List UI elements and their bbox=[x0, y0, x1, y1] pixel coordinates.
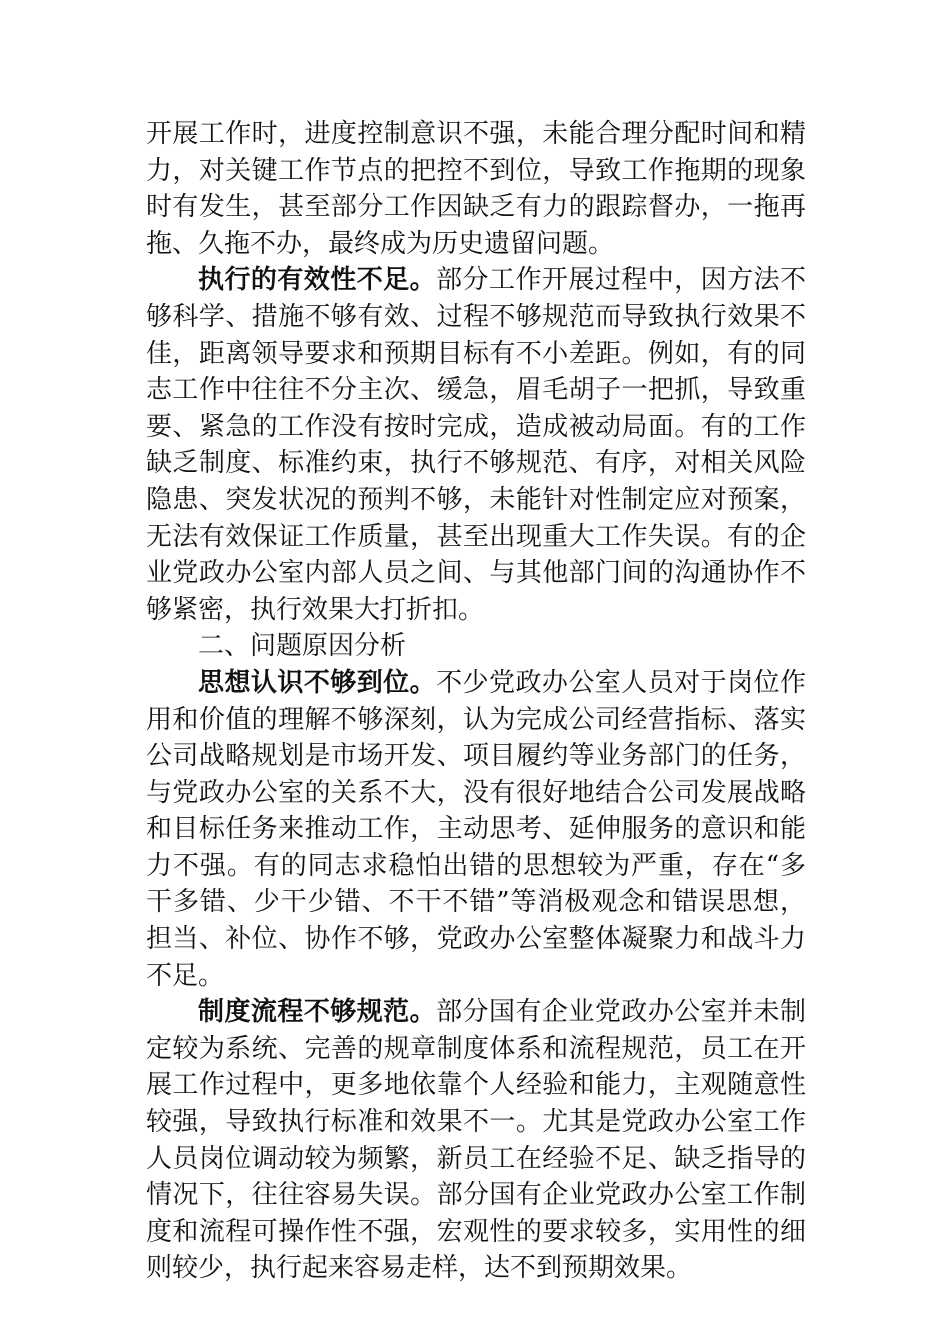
paragraph-institutional-process bbox=[146, 994, 806, 1287]
paragraph-lead: 制度流程不够规范。 bbox=[198, 997, 437, 1028]
section-heading: 二、问题原因分析 bbox=[198, 631, 407, 662]
paragraph-execution-effectiveness bbox=[146, 262, 806, 628]
paragraph-text: 部分国有企业党政办公室并未制定较为系统、完善的规章制度体系和流程规范，员工在开展工作过程中，更多地依靠个人经验和能力，主观随意性较强，导致执行标准和效果不一。尤其是党政办公室工作人员岗位调动较为频繁，新员工在经验不足、缺乏指导的情况下，往往容易失误。部分国有企业党政办公室工作制度和流程可操作性不强，宏观性的要求较多，实用性的细则较少，执行起来容易走样，达不到预期效果。 bbox=[146, 997, 806, 1284]
document-body bbox=[146, 116, 806, 1287]
paragraph-lead: 思想认识不够到位。 bbox=[198, 667, 437, 698]
paragraph-text: 不少党政办公室人员对于岗位作用和价值的理解不够深刻，认为完成公司经营指标、落实公司战略规划是市场开发、项目履约等业务部门的任务，与党政办公室的关系不大，没有很好地结合公司发展战略和目标任务来推动工作，主动思考、延伸服务的意识和能力不强。有的同志求稳怕出错的思想较为严重，存在“多干多错、少干少错、不干不错”等消极观念和错误思想，担当、补位、协作不够，党政办公室整体凝聚力和战斗力不足。 bbox=[146, 667, 806, 991]
paragraph-continuation bbox=[146, 116, 806, 262]
paragraph-text: 开展工作时，进度控制意识不强，未能合理分配时间和精力，对关键工作节点的把控不到位，导致工作拖期的现象时有发生，甚至部分工作因缺乏有力的跟踪督办，一拖再拖、久拖不办，最终成为历史遗留问题。 bbox=[146, 119, 806, 259]
paragraph-ideological-understanding bbox=[146, 665, 806, 994]
paragraph-lead: 执行的有效性不足。 bbox=[198, 265, 437, 296]
paragraph-text: 部分工作开展过程中，因方法不够科学、措施不够有效、过程不够规范而导致执行效果不佳，距离领导要求和预期目标有不小差距。例如，有的同志工作中往往不分主次、缓急，眉毛胡子一把抓，导致重要、紧急的工作没有按时完成，造成被动局面。有的工作缺乏制度、标准约束，执行不够规范、有序，对相关风险隐患、突发状况的预判不够，未能针对性制定应对预案，无法有效保证工作质量，甚至出现重大工作失误。有的企业党政办公室内部人员之间、与其他部门间的沟通协作不够紧密，执行效果大打折扣。 bbox=[146, 265, 806, 625]
